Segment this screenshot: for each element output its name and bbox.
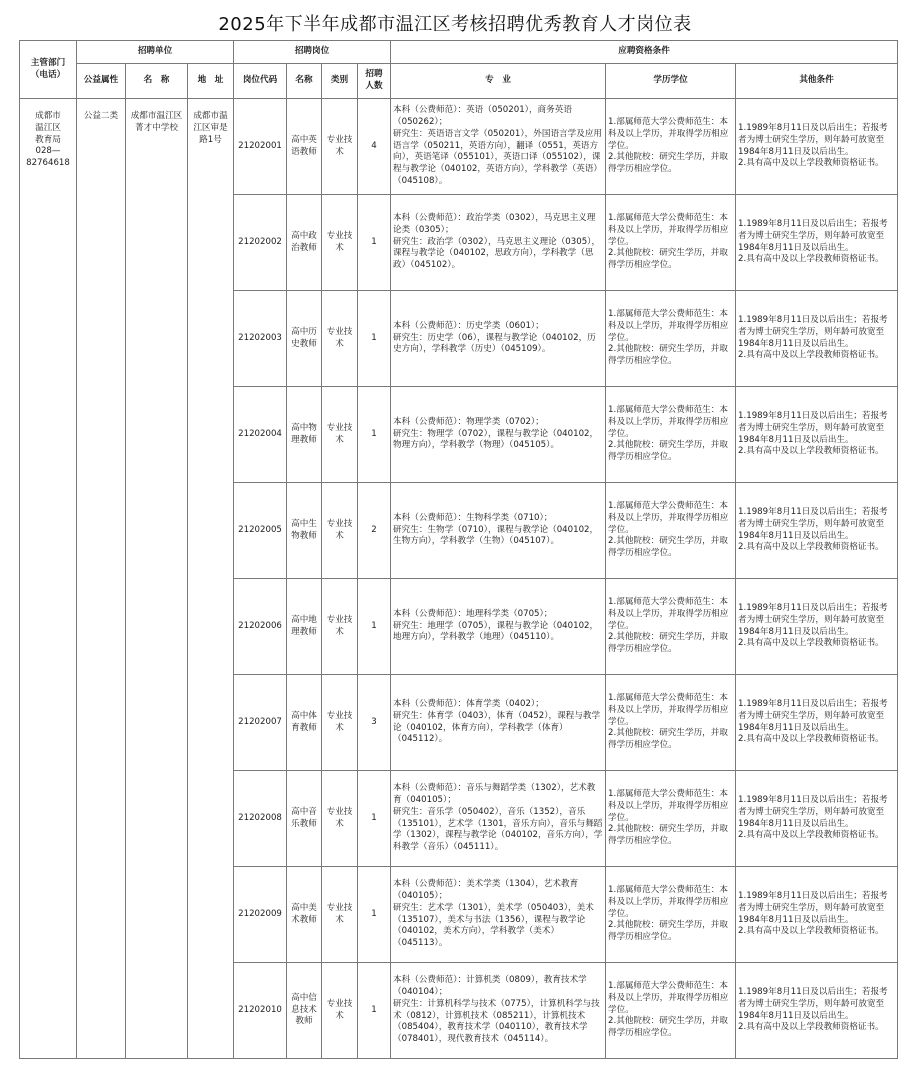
header-dept: 主管部门 （电话）: [20, 41, 77, 99]
post-category-cell: 专业技术: [322, 867, 358, 963]
header-count: 招聘 人数: [358, 64, 391, 99]
degree-cell: 1.部属师范大学公费师范生：本科及以上学历，并取得学历相应学位。 2.其他院校：研究生学历，并取得学历相应学位。: [606, 771, 736, 867]
attr-cell: 公益二类: [77, 99, 126, 1059]
post-count-cell: 1: [358, 195, 391, 291]
major-cell: 本科（公费师范）：历史学类（0601）； 研究生：历史学（06），课程与教学论（040102，历史方向），学科教学（历史）（045109）。: [391, 291, 606, 387]
post-name-cell: 高中政治教师: [287, 195, 322, 291]
unit-name-cell: 成都市温江区菁才中学校: [126, 99, 188, 1059]
header-unit-group: 招聘单位: [77, 41, 234, 64]
post-count-cell: 1: [358, 771, 391, 867]
post-name-cell: 高中生物教师: [287, 483, 322, 579]
other-conditions-cell: 1.1989年8月11日及以后出生；若报考者为博士研究生学历，则年龄可放宽至1984年8月11日及以后出生。 2.具有高中及以上学段教师资格证书。: [736, 771, 898, 867]
post-name-cell: 高中音乐教师: [287, 771, 322, 867]
post-code-cell: 21202009: [234, 867, 287, 963]
other-conditions-cell: 1.1989年8月11日及以后出生；若报考者为博士研究生学历，则年龄可放宽至1984年8月11日及以后出生。 2.具有高中及以上学段教师资格证书。: [736, 675, 898, 771]
post-category-cell: 专业技术: [322, 483, 358, 579]
degree-cell: 1.部属师范大学公费师范生：本科及以上学历，并取得学历相应学位。 2.其他院校：研究生学历，并取得学历相应学位。: [606, 963, 736, 1059]
post-code-cell: 21202001: [234, 99, 287, 195]
header-qualification-group: 应聘资格条件: [391, 41, 898, 64]
major-cell: 本科（公费师范）：物理学类（0702）； 研究生：物理学（0702），课程与教学论（040102，物理方向），学科教学（物理）（045105）。: [391, 387, 606, 483]
post-code-cell: 21202008: [234, 771, 287, 867]
post-count-cell: 1: [358, 291, 391, 387]
post-count-cell: 1: [358, 387, 391, 483]
other-conditions-cell: 1.1989年8月11日及以后出生；若报考者为博士研究生学历，则年龄可放宽至1984年8月11日及以后出生。 2.具有高中及以上学段教师资格证书。: [736, 963, 898, 1059]
post-code-cell: 21202005: [234, 483, 287, 579]
degree-cell: 1.部属师范大学公费师范生：本科及以上学历，并取得学历相应学位。 2.其他院校：研究生学历，并取得学历相应学位。: [606, 99, 736, 195]
header-attr: 公益属性: [77, 64, 126, 99]
other-conditions-cell: 1.1989年8月11日及以后出生；若报考者为博士研究生学历，则年龄可放宽至1984年8月11日及以后出生。 2.具有高中及以上学段教师资格证书。: [736, 867, 898, 963]
header-code: 岗位代码: [234, 64, 287, 99]
major-cell: 本科（公费师范）：音乐与舞蹈学类（1302），艺术教育（040105）； 研究生：音乐学（050402），音乐（1352），音乐（135101），艺术学（1301，音乐方向），音乐与舞蹈学（1302），课程与教学论（040102，音乐方向），学科教学（音乐）（045111）。: [391, 771, 606, 867]
major-cell: 本科（公费师范）：英语（050201），商务英语（050262）； 研究生：英语语言文学（050201），外国语言学及应用语言学（050211，英语方向），翻译（0551，英语方向），英语笔译（055101），英语口译（055102），课程与教学论（040102，英语方向），学科教学（英语）（045108）。: [391, 99, 606, 195]
post-name-cell: 高中英语教师: [287, 99, 322, 195]
other-conditions-cell: 1.1989年8月11日及以后出生；若报考者为博士研究生学历，则年龄可放宽至1984年8月11日及以后出生。 2.具有高中及以上学段教师资格证书。: [736, 483, 898, 579]
other-conditions-cell: 1.1989年8月11日及以后出生；若报考者为博士研究生学历，则年龄可放宽至1984年8月11日及以后出生。 2.具有高中及以上学段教师资格证书。: [736, 291, 898, 387]
post-category-cell: 专业技术: [322, 963, 358, 1059]
post-count-cell: 1: [358, 963, 391, 1059]
post-category-cell: 专业技术: [322, 387, 358, 483]
page-title: 2025年下半年成都市温江区考核招聘优秀教育人才岗位表: [218, 14, 692, 35]
post-count-cell: 1: [358, 579, 391, 675]
post-name-cell: 高中物理教师: [287, 387, 322, 483]
post-code-cell: 21202004: [234, 387, 287, 483]
post-count-cell: 4: [358, 99, 391, 195]
header-row-2: [20, 64, 898, 99]
post-code-cell: 21202003: [234, 291, 287, 387]
post-name-cell: 高中历史教师: [287, 291, 322, 387]
post-category-cell: 专业技术: [322, 291, 358, 387]
other-conditions-cell: 1.1989年8月11日及以后出生；若报考者为博士研究生学历，则年龄可放宽至1984年8月11日及以后出生。 2.具有高中及以上学段教师资格证书。: [736, 99, 898, 195]
post-code-cell: 21202006: [234, 579, 287, 675]
degree-cell: 1.部属师范大学公费师范生：本科及以上学历，并取得学历相应学位。 2.其他院校：研究生学历，并取得学历相应学位。: [606, 675, 736, 771]
degree-cell: 1.部属师范大学公费师范生：本科及以上学历，并取得学历相应学位。 2.其他院校：研究生学历，并取得学历相应学位。: [606, 483, 736, 579]
major-cell: 本科（公费师范）：生物科学类（0710）； 研究生：生物学（0710），课程与教学论（040102，生物方向），学科教学（生物）（045107）。: [391, 483, 606, 579]
degree-cell: 1.部属师范大学公费师范生：本科及以上学历，并取得学历相应学位。 2.其他院校：研究生学历，并取得学历相应学位。: [606, 387, 736, 483]
major-cell: 本科（公费师范）：计算机类（0809），教育技术学（040104）； 研究生：计算机科学与技术（0775），计算机科学与技术（0812），计算机技术（085211），计算机技术（085404），教育技术学（040110），教育技术学（078401），现代教育技术（045114）。: [391, 963, 606, 1059]
degree-cell: 1.部属师范大学公费师范生：本科及以上学历，并取得学历相应学位。 2.其他院校：研究生学历，并取得学历相应学位。: [606, 579, 736, 675]
post-category-cell: 专业技术: [322, 771, 358, 867]
header-post-name: 名称: [287, 64, 322, 99]
post-code-cell: 21202002: [234, 195, 287, 291]
major-cell: 本科（公费师范）：美术学类（1304），艺术教育（040105）； 研究生：艺术学（1301），美术学（050403），美术（135107），美术与书法（1356），课程与教学论（040102，美术方向），学科教学（美术）（045113）。: [391, 867, 606, 963]
major-cell: 本科（公费师范）：政治学类（0302），马克思主义理论类（0305）； 研究生：政治学（0302），马克思主义理论（0305），课程与教学论（040102，思政方向），学科教学（思政）（045102）。: [391, 195, 606, 291]
header-address: 地 址: [188, 64, 234, 99]
other-conditions-cell: 1.1989年8月11日及以后出生；若报考者为博士研究生学历，则年龄可放宽至1984年8月11日及以后出生。 2.具有高中及以上学段教师资格证书。: [736, 579, 898, 675]
header-category: 类别: [322, 64, 358, 99]
other-conditions-cell: 1.1989年8月11日及以后出生；若报考者为博士研究生学历，则年龄可放宽至1984年8月11日及以后出生。 2.具有高中及以上学段教师资格证书。: [736, 387, 898, 483]
header-post-group: 招聘岗位: [234, 41, 391, 64]
post-name-cell: 高中美术教师: [287, 867, 322, 963]
post-code-cell: 21202010: [234, 963, 287, 1059]
post-name-cell: 高中地理教师: [287, 579, 322, 675]
header-unit-name: 名 称: [126, 64, 188, 99]
degree-cell: 1.部属师范大学公费师范生：本科及以上学历，并取得学历相应学位。 2.其他院校：研究生学历，并取得学历相应学位。: [606, 291, 736, 387]
post-category-cell: 专业技术: [322, 195, 358, 291]
degree-cell: 1.部属师范大学公费师范生：本科及以上学历，并取得学历相应学位。 2.其他院校：研究生学历，并取得学历相应学位。: [606, 195, 736, 291]
recruitment-table: [19, 40, 898, 1059]
header-row-1: [20, 41, 898, 64]
other-conditions-cell: 1.1989年8月11日及以后出生；若报考者为博士研究生学历，则年龄可放宽至1984年8月11日及以后出生。 2.具有高中及以上学段教师资格证书。: [736, 195, 898, 291]
degree-cell: 1.部属师范大学公费师范生：本科及以上学历，并取得学历相应学位。 2.其他院校：研究生学历，并取得学历相应学位。: [606, 867, 736, 963]
post-count-cell: 2: [358, 483, 391, 579]
table-row: [20, 99, 898, 195]
post-category-cell: 专业技术: [322, 579, 358, 675]
major-cell: 本科（公费师范）：地理科学类（0705）； 研究生：地理学（0705），课程与教学论（040102，地理方向），学科教学（地理）（045110）。: [391, 579, 606, 675]
dept-cell: 成都市 温江区 教育局 028— 82764618: [20, 99, 77, 1059]
post-category-cell: 专业技术: [322, 675, 358, 771]
post-code-cell: 21202007: [234, 675, 287, 771]
post-name-cell: 高中体育教师: [287, 675, 322, 771]
header-degree: 学历学位: [606, 64, 736, 99]
post-category-cell: 专业技术: [322, 99, 358, 195]
address-cell: 成都市温江区审是路1号: [188, 99, 234, 1059]
header-major: 专 业: [391, 64, 606, 99]
post-count-cell: 1: [358, 867, 391, 963]
major-cell: 本科（公费师范）：体育学类（0402）； 研究生：体育学（0403），体育（0452），课程与教学论（040102，体育方向），学科教学（体育）（045112）。: [391, 675, 606, 771]
header-other: 其他条件: [736, 64, 898, 99]
post-count-cell: 3: [358, 675, 391, 771]
post-name-cell: 高中信息技术教师: [287, 963, 322, 1059]
